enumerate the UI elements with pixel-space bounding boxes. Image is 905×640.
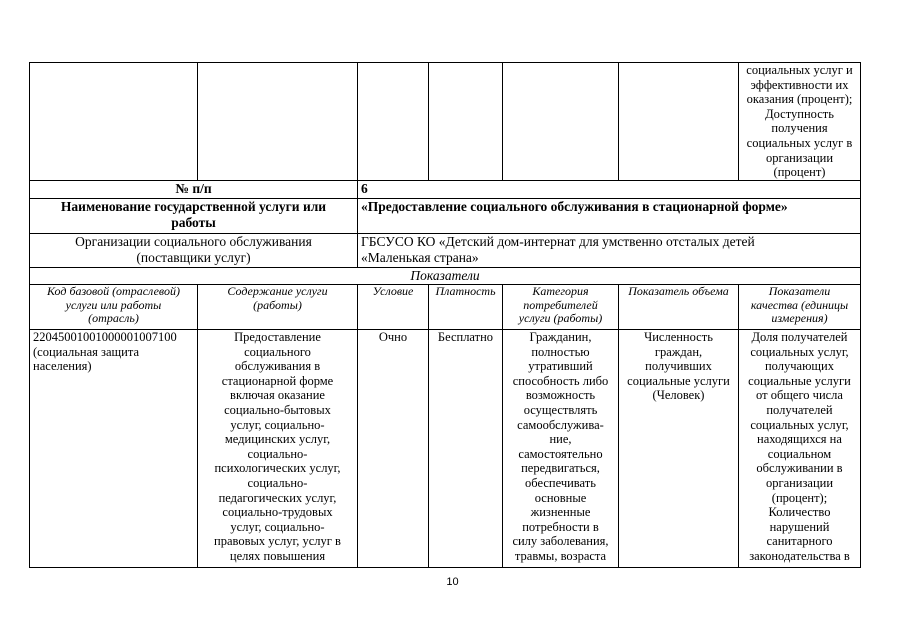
text-line: Количество <box>768 505 831 520</box>
label-line: Организации социального обслуживания <box>75 234 312 249</box>
text-line: психологических услуг, <box>214 461 341 476</box>
text-line: способность либо <box>512 373 609 388</box>
text-line: силу заболевания, <box>512 534 609 549</box>
text-line: самостоятельно <box>518 446 603 461</box>
text-line: Доступность <box>765 106 834 121</box>
text-line: передвигаться, <box>521 461 600 476</box>
cell-quality <box>739 330 861 568</box>
cell-empty <box>30 63 198 181</box>
text-line: обслуживания в <box>234 359 321 374</box>
cell-empty <box>503 63 619 181</box>
text-line: обеспечивать <box>525 475 596 490</box>
text-line: Численность <box>644 330 713 344</box>
service-name-row <box>30 199 861 234</box>
text-line: обслуживании в <box>756 461 843 476</box>
text-line: (процент); <box>771 490 828 505</box>
text-line: педагогических услуг, <box>218 490 337 505</box>
header-payment <box>429 285 503 330</box>
indicators-title: Показатели <box>30 268 861 285</box>
text-line: социальных услуг, <box>750 344 849 359</box>
text-line: нарушений <box>769 519 830 534</box>
text-line: Содержание услуги <box>227 284 328 298</box>
text-line: целях повышения <box>229 548 326 563</box>
text-line: Очно <box>378 330 408 344</box>
text-line: (социальная защита <box>33 344 140 359</box>
text-line: Доля получателей <box>751 330 848 344</box>
text-line: возможность <box>525 388 596 403</box>
text-line: социально-трудовых <box>222 505 333 520</box>
text-line: Условие <box>372 284 414 298</box>
text-line: (процент) <box>773 165 826 180</box>
text-line: услуг, социально- <box>230 417 325 432</box>
text-line: оказания (процент); <box>746 92 853 107</box>
header-content <box>198 285 358 330</box>
text-line: получивших <box>645 359 712 374</box>
text-line: социально- <box>247 446 308 461</box>
text-line: социального <box>244 344 311 359</box>
text-line: организации <box>765 475 834 490</box>
text-line: находящихся на <box>757 432 842 447</box>
text-line: самообслужива- <box>517 417 604 432</box>
text-line: услуги или работы <box>65 297 162 312</box>
text-line: социальных услуг, <box>750 417 849 432</box>
text-line: от общего числа <box>756 388 843 403</box>
label-line: Наименование государственной услуги или <box>60 199 327 214</box>
row-number-row <box>30 181 861 199</box>
text-line: стационарной форме <box>221 373 334 388</box>
label-line: (поставщики услуг) <box>136 249 251 265</box>
header-volume <box>619 285 739 330</box>
text-line: медицинских услуг, <box>224 432 331 447</box>
cell-empty <box>198 63 358 181</box>
text-line: Предоставление <box>234 330 321 344</box>
text-line: Показатели <box>768 284 831 298</box>
text-line: социально- <box>247 475 308 490</box>
text-line: получающих <box>764 359 834 374</box>
text-line: санитарного <box>766 534 833 549</box>
text-line: измерения) <box>771 311 828 326</box>
service-name-label <box>30 199 358 234</box>
header-quality <box>739 285 861 330</box>
text-line: (отрасль) <box>88 311 139 326</box>
cell-empty <box>619 63 739 181</box>
text-line: (работы) <box>253 297 302 312</box>
text-line: утративший <box>528 359 593 374</box>
service-name-value: «Предоставление социального обслуживания в стационарной форме» <box>358 199 861 234</box>
text-line: социальных услуг в <box>746 135 853 150</box>
text-line: травмы, возраста <box>514 548 607 563</box>
text-line: социальных услуг и <box>746 63 853 77</box>
text-line: полностью <box>531 344 590 359</box>
cell-content <box>198 330 358 568</box>
data-row <box>30 330 861 568</box>
text-line: получателей <box>766 402 833 417</box>
row-number-label: № п/п <box>30 181 358 199</box>
text-line: правовых услуг, услуг в <box>214 534 341 549</box>
text-line: Гражданин, <box>529 330 592 344</box>
text-line: социальные услуги <box>627 373 730 388</box>
continuation-row <box>30 63 861 181</box>
indicators-title-row <box>30 268 861 285</box>
text-line: (Человек) <box>652 388 705 403</box>
text-line: услуг, социально- <box>230 519 325 534</box>
text-line: услуги (работы) <box>518 311 603 326</box>
cell-volume <box>619 330 739 568</box>
providers-row <box>30 234 861 268</box>
service-indicators-table <box>29 62 861 568</box>
text-line: законодательства в <box>749 548 850 563</box>
cell-payment <box>429 330 503 568</box>
text-line: получения <box>771 121 828 136</box>
text-line: социальном <box>767 446 832 461</box>
providers-value <box>358 234 861 268</box>
header-code <box>30 285 198 330</box>
cell-empty <box>358 63 429 181</box>
header-condition <box>358 285 429 330</box>
text-line: социальные услуги <box>748 373 851 388</box>
text-line: жизненные <box>530 505 591 520</box>
text-line: социально-бытовых <box>224 402 331 417</box>
text-line: Бесплатно <box>437 330 494 344</box>
value-line: «Маленькая страна» <box>361 249 479 265</box>
text-line: 22045001001000001007100 <box>33 330 177 344</box>
text-line: граждан, <box>654 344 703 359</box>
page-number: 10 <box>446 576 459 588</box>
row-number-value: 6 <box>358 181 861 199</box>
text-line: Показатель объема <box>628 284 729 298</box>
text-line: включая оказание <box>230 388 325 403</box>
cell-empty <box>429 63 503 181</box>
text-line: основные <box>534 490 587 505</box>
label-line: работы <box>171 214 216 230</box>
header-row <box>30 285 861 330</box>
quality-cell-continued <box>739 63 861 181</box>
text-line: потребности в <box>522 519 599 534</box>
text-line: Платность <box>435 284 496 298</box>
text-line: эффективности их <box>750 77 849 92</box>
text-line: организации <box>765 150 834 165</box>
text-line: Категория <box>532 284 589 298</box>
cell-category <box>503 330 619 568</box>
text-line: качества (единицы <box>750 297 849 312</box>
value-line: ГБСУСО КО «Детский дом-интернат для умственно отсталых детей <box>361 234 755 249</box>
text-line: ние, <box>549 432 572 447</box>
text-line: осуществлять <box>523 402 598 417</box>
cell-condition <box>358 330 429 568</box>
text-line: Код базовой (отраслевой) <box>47 284 180 298</box>
providers-label <box>30 234 358 268</box>
header-category <box>503 285 619 330</box>
cell-code <box>30 330 198 568</box>
text-line: населения) <box>33 359 92 374</box>
text-line: потребителей <box>523 297 598 312</box>
